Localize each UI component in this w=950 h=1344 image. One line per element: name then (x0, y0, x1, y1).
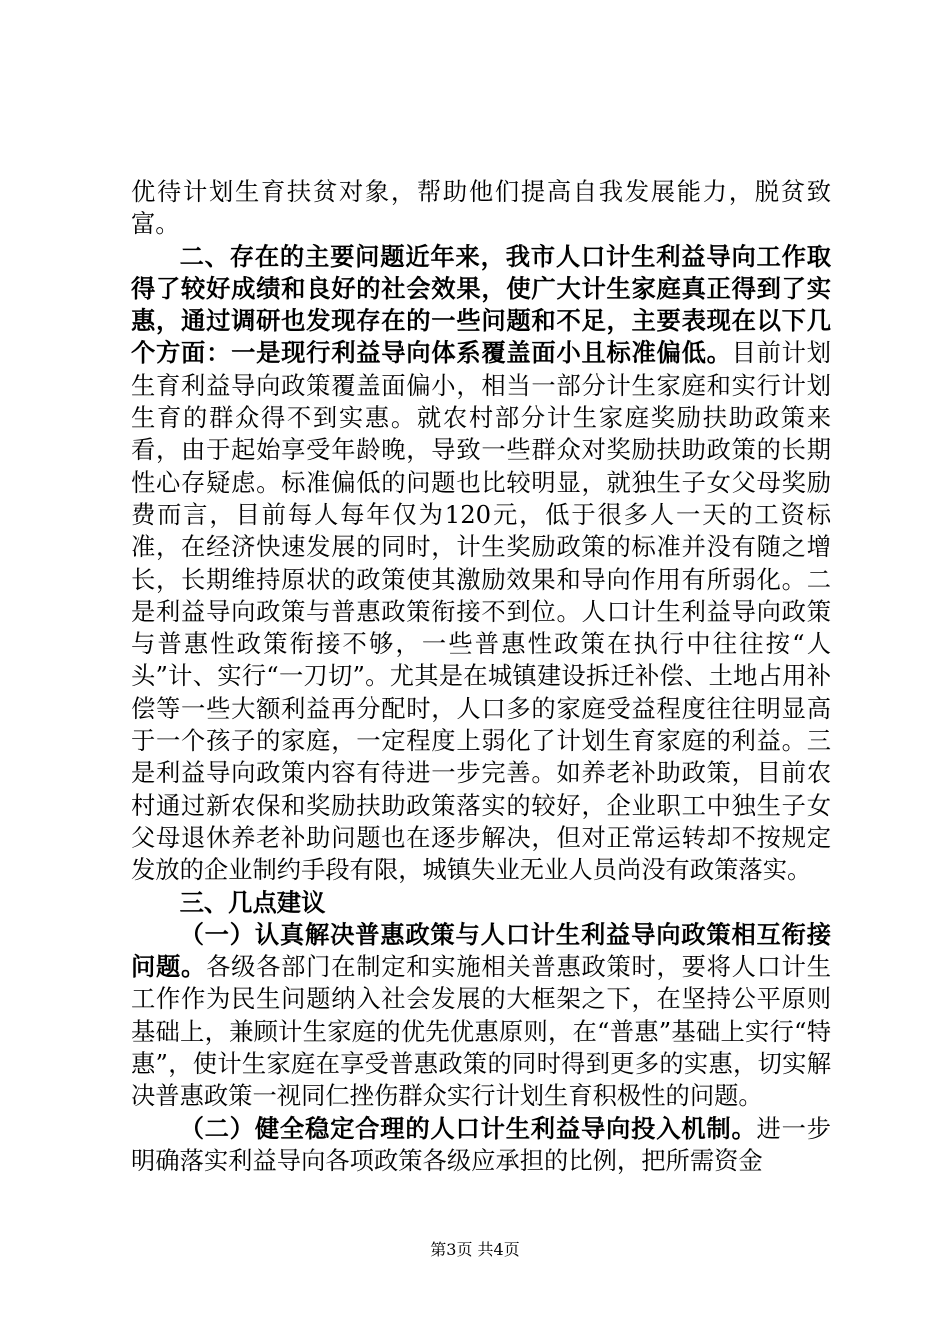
paragraph-1 (131, 176, 831, 241)
paragraph-4-heading: （一）认真解决普惠政策与人口计生利益导向政策相互衔接问题。 (131, 919, 831, 982)
paragraph-4 (131, 919, 831, 1113)
document-body (131, 176, 831, 1177)
page-footer (0, 1240, 950, 1260)
paragraph-2-heading: 二、存在的主要问题近年来，我市人口计生利益导向工作取得了较好成绩和良好的社会效果，使广大计生家庭真正得到了实惠，通过调研也发现存在的一些问题和不足，主要表现在以下几个方面：一是现行利益导向体系覆盖面小且标准偏低。 (131, 241, 831, 368)
page-number: 第3页 共4页 (430, 1240, 520, 1259)
paragraph-5 (131, 1113, 831, 1178)
paragraph-3 (131, 887, 831, 919)
paragraph-1-text: 优待计划生育扶贫对象，帮助他们提高自我发展能力，脱贫致富。 (131, 177, 831, 239)
section-heading-suggestions: 三、几点建议 (179, 887, 326, 917)
paragraph-5-text: 进一步明确落实利益导向各项政策各级应承担的比例，把所需资金 (131, 1113, 832, 1175)
paragraph-2-text: 目前计划生育利益导向政策覆盖面偏小，相当一部分计生家庭和实行计划生育的群众得不到实惠。就农村部分计生家庭奖励扶助政策来看，由于起始享受年龄晚，导致一些群众对奖励扶助政策的长期性心存疑虑。标准偏低的问题也比较明显，就独生子女父母奖励费而言，目前每人每年仅为120元，低于很多人一天的工资标准，在经济快速发展的同时，计生奖励政策的标准并没有随之增长，长期维持原状的政策使其激励效果和导向作用有所弱化。二是利益导向政策与普惠政策衔接不到位。人口计生利益导向政策与普惠性政策衔接不够，一些普惠性政策在执行中往往按“人头”计、实行“一刀切”。尤其是在城镇建设拆迁补偿、土地占用补偿等一些大额利益再分配时，人口多的家庭受益程度往往明显高于一个孩子的家庭，一定程度上弱化了计划生育家庭的利益。三是利益导向政策内容有待进一步完善。如养老补助政策，目前农村通过新农保和奖励扶助政策落实的较好，企业职工中独生子女父母退休养老补助问题也在逐步解决，但对正常运转却不按规定发放的企业制约手段有限，城镇失业无业人员尚没有政策落实。 (131, 338, 831, 885)
paragraph-5-heading: （二）健全稳定合理的人口计生利益导向投入机制。 (179, 1113, 757, 1143)
paragraph-2 (131, 241, 831, 887)
paragraph-4-text: 各级各部门在制定和实施相关普惠政策时，要将人口计生工作作为民生问题纳入社会发展的大框架之下，在坚持公平原则基础上，兼顾计生家庭的优先优惠原则，在“普惠”基础上实行“特惠”，使计生家庭在享受普惠政策的同时得到更多的实惠，切实解决普惠政策一视同仁挫伤群众实行计划生育积极性的问题。 (131, 952, 831, 1111)
